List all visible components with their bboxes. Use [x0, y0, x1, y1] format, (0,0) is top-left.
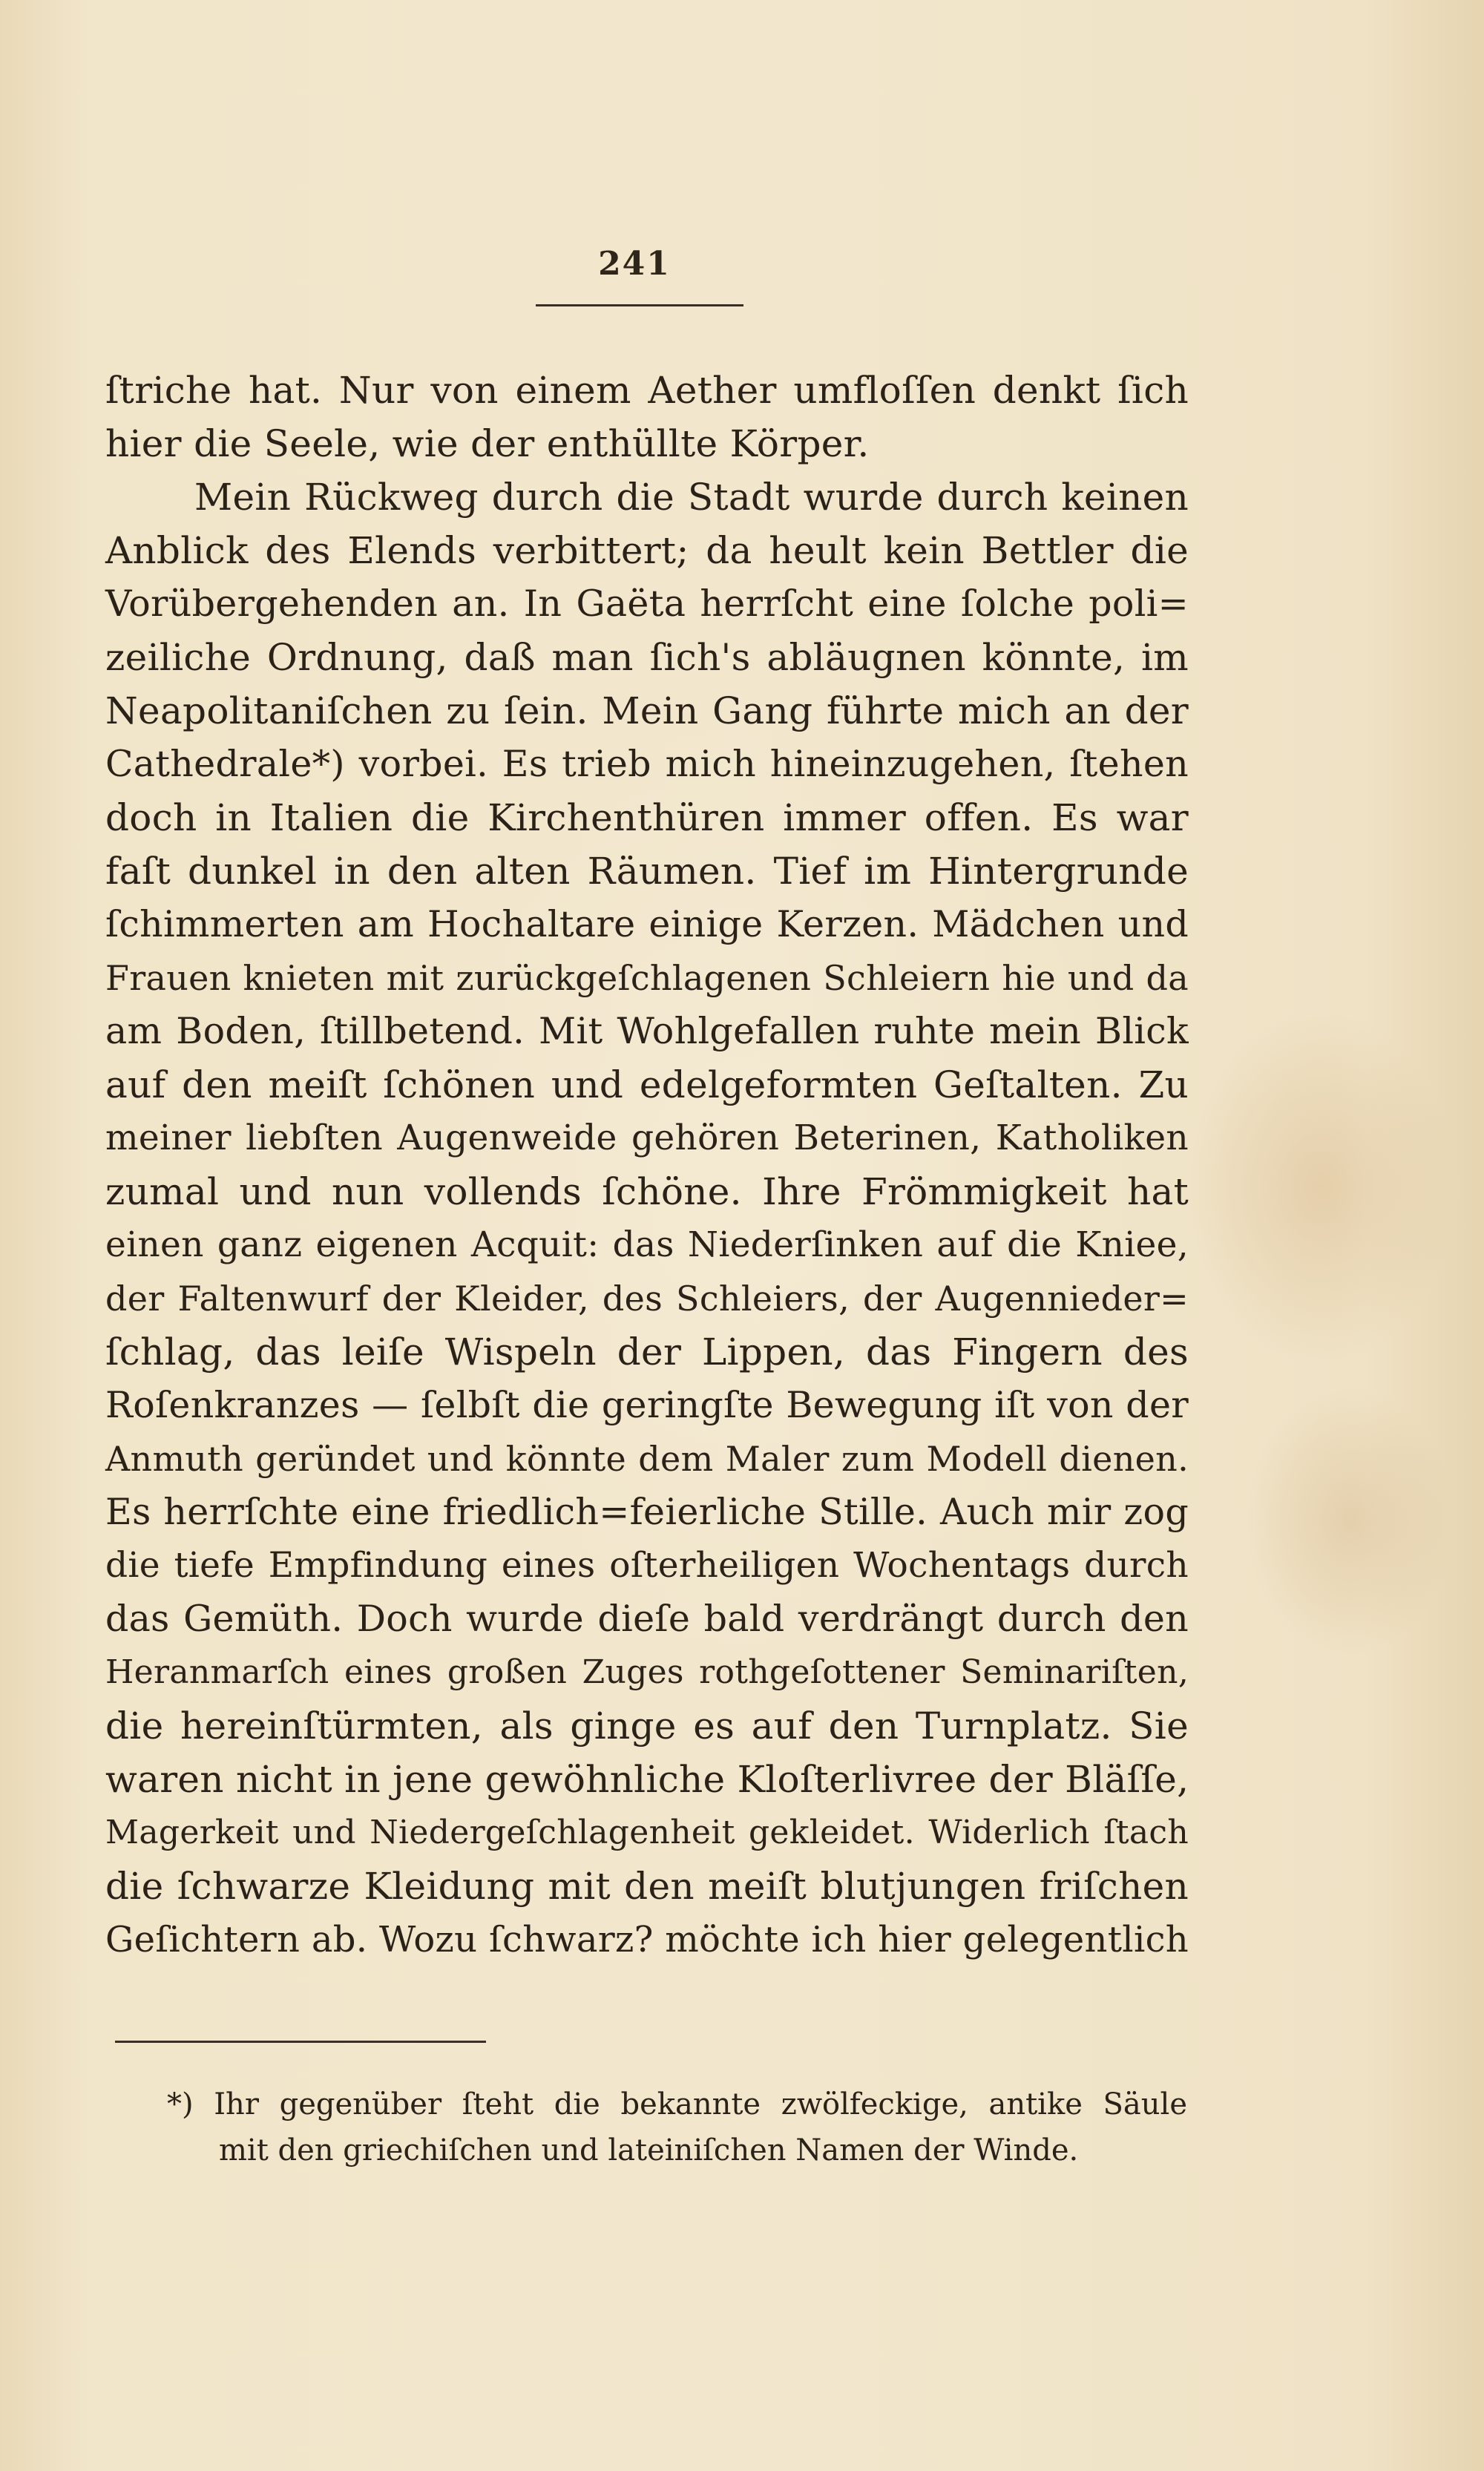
text-line: am Boden, ſtillbetend. Mit Wohlgefallen ruhte mein Blick [105, 1010, 1189, 1052]
text-line: Mein Rückweg durch die Stadt wurde durch keinen [194, 476, 1189, 519]
body-text [105, 364, 1189, 1966]
text-line: die tiefe Empfindung eines oſterheiligen Wochentags durch [105, 1545, 1189, 1586]
text-line: auf den meiſt ſchönen und edelgeformten Geſtalten. Zu [105, 1063, 1189, 1106]
text-line: Vorübergehenden an. In Gaëta herrſcht eine ſolche poli= [105, 583, 1189, 625]
text-line: der Faltenwurf der Kleider, des Schleiers, der Augennieder= [105, 1279, 1189, 1319]
text-line: faſt dunkel in den alten Räumen. Tief im Hintergrunde [105, 850, 1189, 893]
text-line: hier die Seele, wie der enthüllte Körper. [105, 422, 870, 465]
text-line: Neapolitaniſchen zu ſein. Mein Gang führte mich an der [105, 689, 1189, 732]
text-line: zeiliche Ordnung, daß man ſich's abläugnen könnte, im [105, 636, 1189, 679]
text-line: Geſichtern ab. Wozu ſchwarz? möchte ich hier gelegentlich [105, 1919, 1189, 1960]
footnote-line: mit den griechiſchen und lateiniſchen Namen der Winde. [219, 2133, 1079, 2168]
text-line: ſchimmerten am Hochaltare einige Kerzen. Mädchen und [105, 903, 1189, 945]
text-line: einen ganz eigenen Acquit: das Niederſinken auf die Kniee, [105, 1224, 1189, 1265]
footnote [167, 2081, 1187, 2173]
text-line: doch in Italien die Kirchenthüren immer offen. Es war [105, 796, 1189, 839]
text-line: Frauen knieten mit zurückgeſchlagenen Schleiern hie und da [105, 958, 1189, 998]
text-line: die ſchwarze Kleidung mit den meiſt blutjungen friſchen [105, 1865, 1189, 1908]
text-line: die hereinſtürmten, als ginge es auf den Turnplatz. Sie [105, 1704, 1189, 1748]
text-line: ſchlag, das leiſe Wispeln der Lippen, das Fingern des [105, 1330, 1189, 1374]
text-line: zumal und nun vollends ſchöne. Ihre Frömmigkeit hat [105, 1170, 1189, 1213]
footnote-line: *) Ihr gegenüber ſteht die bekannte zwölfeckige, antike Säule [167, 2087, 1187, 2121]
text-line: waren nicht in jene gewöhnliche Kloſterlivree der Bläſſe, [105, 1758, 1189, 1801]
page-number: 241 [598, 245, 671, 283]
text-line: ſtriche hat. Nur von einem Aether umfloſſen denkt ſich [105, 369, 1189, 412]
text-line: Anmuth geründet und könnte dem Maler zum Modell dienen. [105, 1439, 1189, 1479]
header-rule [536, 304, 743, 306]
text-line: das Gemüth. Doch wurde dieſe bald verdrängt durch den [105, 1598, 1189, 1640]
text-line: Anblick des Elends verbittert; da heult kein Bettler die [105, 529, 1189, 572]
text-line: Magerkeit und Niedergeſchlagenheit gekleidet. Widerlich ſtach [105, 1814, 1189, 1851]
footnote-rule [115, 2041, 486, 2043]
text-line: Es herrſchte eine friedlich=feierliche Stille. Auch mir zog [105, 1491, 1189, 1533]
text-line: Heranmarſch eines großen Zuges rothgeſottener Seminariſten, [105, 1653, 1189, 1691]
text-line: Roſenkranzes — ſelbſt die geringſte Bewegung iſt von der [105, 1384, 1189, 1426]
text-line: Cathedrale*) vorbei. Es trieb mich hineinzugehen, ſtehen [105, 743, 1189, 785]
text-line: meiner liebſten Augenweide gehören Beterinen, Katholiken [105, 1118, 1189, 1158]
